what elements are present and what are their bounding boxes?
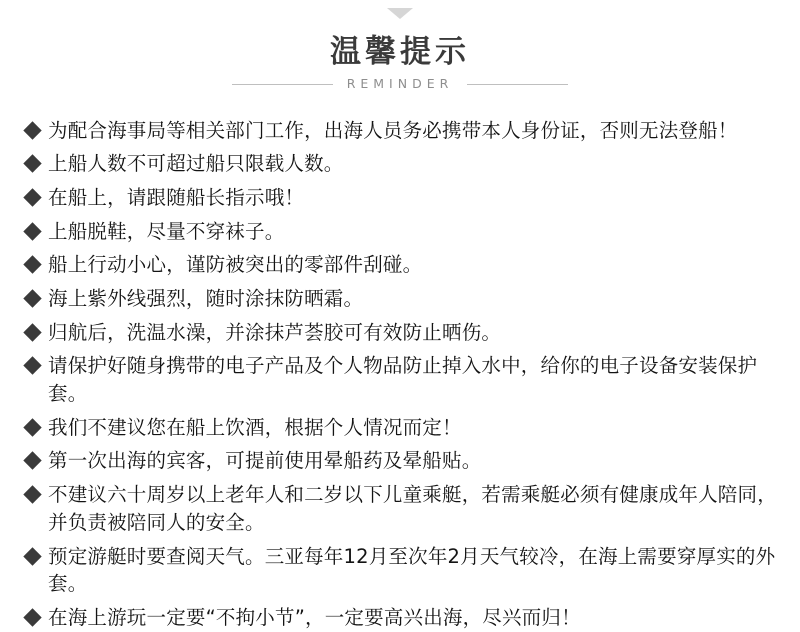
list-item [26,604,778,632]
diamond-bullet-icon [23,155,41,173]
list-item [26,184,778,212]
diamond-bullet-icon [23,289,41,307]
divider-left [232,84,333,85]
subtitle-row [232,78,568,91]
list-item-text: 上船人数不可超过船只限载人数。 [48,152,344,176]
list-item-text: 我们不建议您在船上饮酒，根据个人情况而定！ [48,415,462,439]
list-item [26,319,778,347]
diamond-bullet-icon [23,188,41,206]
page-subtitle: REMINDER [346,76,454,92]
list-item-text: 上船脱鞋，尽量不穿袜子。 [48,219,285,243]
list-item [26,352,778,407]
list-item [26,481,778,536]
diamond-bullet-icon [23,357,41,375]
list-item-text: 为配合海事局等相关部门工作，出海人员务必携带本人身份证，否则无法登船！ [48,118,738,142]
diamond-bullet-icon [23,547,41,565]
diamond-bullet-icon [23,222,41,240]
list-item [26,150,778,178]
list-item [26,285,778,313]
list-item [26,447,778,475]
list-item-text: 船上行动小心，谨防被突出的零部件刮碰。 [48,253,423,277]
diamond-bullet-icon [23,256,41,274]
list-item-text: 在海上游玩一定要“不拘小节”，一定要高兴出海，尽兴而归！ [48,605,581,629]
page-title: 温馨提示 [330,34,470,70]
diamond-bullet-icon [23,452,41,470]
diamond-bullet-icon [23,323,41,341]
reminder-list [0,117,800,632]
list-item-text: 请保护好随身携带的电子产品及个人物品防止掉入水中，给你的电子设备安装保护套。 [48,354,758,406]
list-item [26,251,778,279]
page-header [0,0,800,91]
list-item-text: 在船上，请跟随船长指示哦！ [48,185,305,209]
diamond-bullet-icon [23,485,41,503]
diamond-bullet-icon [23,608,41,626]
divider-right [467,84,568,85]
list-item-text: 海上紫外线强烈，随时涂抹防晒霜。 [48,287,364,311]
diamond-bullet-icon [23,418,41,436]
list-item [26,543,778,598]
list-item-text: 第一次出海的宾客，可提前使用晕船药及晕船贴。 [48,449,482,473]
list-item-text: 预定游艇时要查阅天气。三亚每年12月至次年2月天气较冷，在海上需要穿厚实的外套。 [48,544,776,596]
caret-down-icon [387,8,413,19]
list-item-text: 归航后，洗温水澡，并涂抹芦荟胶可有效防止晒伤。 [48,320,502,344]
diamond-bullet-icon [23,121,41,139]
list-item [26,414,778,442]
list-item [26,117,778,145]
list-item-text: 不建议六十周岁以上老年人和二岁以下儿童乘艇，若需乘艇必须有健康成年人陪同，并负责被陪同人的安全。 [48,483,777,534]
list-item [26,218,778,246]
